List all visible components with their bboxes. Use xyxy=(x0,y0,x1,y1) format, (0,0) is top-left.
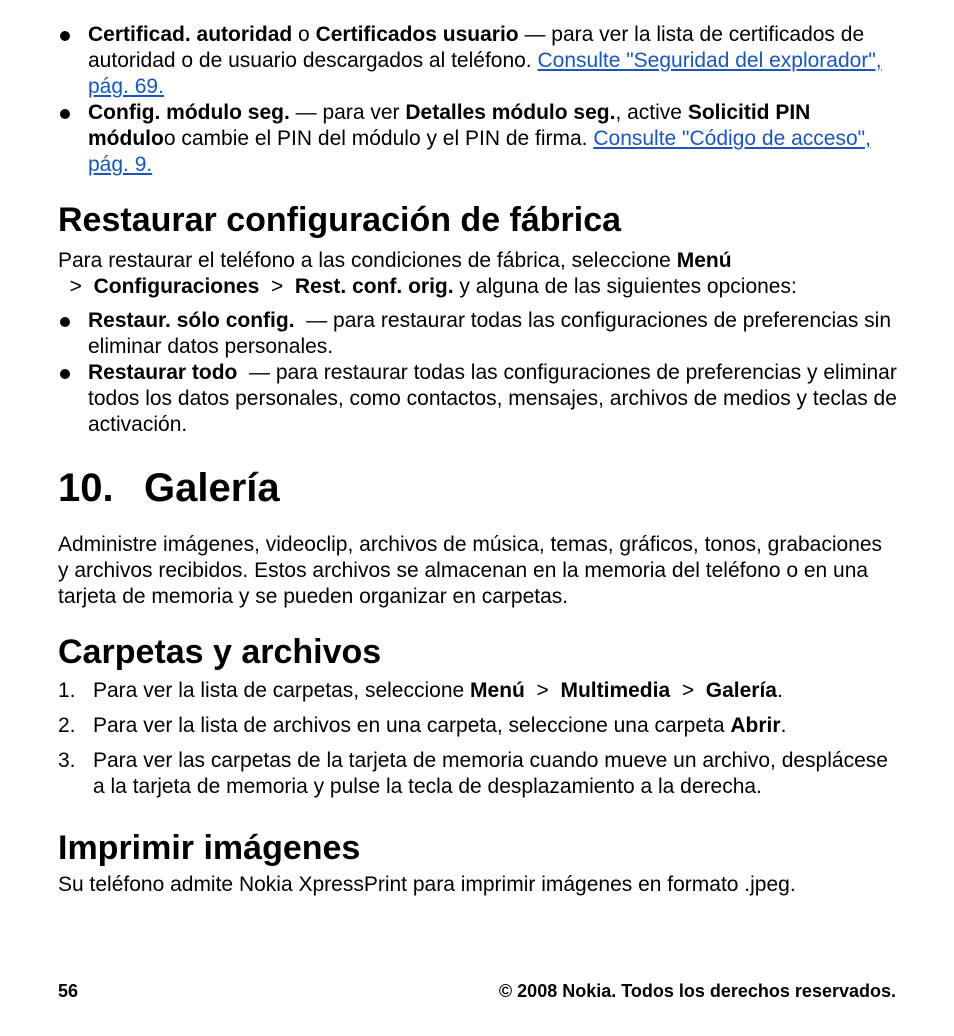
copyright-notice: © 2008 Nokia. Todos los derechos reservados. xyxy=(498,981,896,1001)
chapter-title xyxy=(58,464,898,512)
bullet-icon xyxy=(60,31,70,41)
list-item xyxy=(58,308,898,360)
menu-path-item: Menú xyxy=(676,249,732,272)
menu-path-item: Configuraciones xyxy=(93,275,260,298)
option-name: Config. módulo seg. xyxy=(88,101,290,124)
step-number: 3. xyxy=(58,749,76,772)
item-text: . xyxy=(776,679,783,702)
item-text: o xyxy=(292,23,316,46)
item-text: . xyxy=(780,714,787,737)
menu-path-item: Galería xyxy=(705,679,777,702)
list-item xyxy=(58,100,898,178)
list-item xyxy=(58,22,898,100)
item-text: Para ver la lista de archivos en una carpeta, seleccione una carpeta xyxy=(93,714,731,737)
option-name: Certificados usuario xyxy=(315,23,519,46)
step-number: 2. xyxy=(58,714,76,737)
menu-path-item: Multimedia xyxy=(560,679,671,702)
folders-steps-list xyxy=(58,678,898,800)
section-heading-folders: Carpetas y archivos xyxy=(58,633,382,671)
bullet-icon xyxy=(60,317,70,327)
menu-path-item: Menú xyxy=(470,679,525,702)
page-number: 56 xyxy=(58,981,79,1001)
list-item xyxy=(58,678,898,704)
option-name: Detalles módulo seg. xyxy=(405,101,616,124)
print-paragraph: Su teléfono admite Nokia XpressPrint para imprimir imágenes en formato .jpeg. xyxy=(58,873,796,896)
bullet-icon xyxy=(60,109,70,119)
chapter-intro: Administre imágenes, videoclip, archivos de música, temas, gráficos, tonos, grabaciones y archivos recibidos. Estos archivos se almacenan en la memoria del teléfono o en una tarjeta de memoria y se pueden organizar en carpetas. xyxy=(58,533,883,608)
path-separator: > xyxy=(524,679,561,702)
cross-reference-link[interactable]: Consulte "Seguridad del explorador", pág. 69. xyxy=(88,49,882,98)
section-heading-print: Imprimir imágenes xyxy=(58,829,361,867)
item-text: Para ver la lista de carpetas, seleccione xyxy=(93,679,471,702)
section-heading-restore: Restaurar configuración de fábrica xyxy=(58,201,622,239)
item-text: — para ver la lista de certificados de autoridad o de usuario descargados al teléfono. xyxy=(88,23,865,72)
page-content xyxy=(58,22,903,898)
restore-options-list xyxy=(58,308,903,438)
item-text: Para ver las carpetas de la tarjeta de memoria cuando mueve un archivo, desplácese a la tarjeta de memoria y pulse la tecla de desplazamiento a la derecha. xyxy=(93,749,888,798)
option-name: Solicitid PIN módulo xyxy=(88,101,811,150)
chapter-number: 10. xyxy=(58,466,114,510)
restore-paragraph xyxy=(58,248,898,300)
list-item xyxy=(58,748,898,800)
step-number: 1. xyxy=(58,679,76,702)
chapter-name: Galería xyxy=(144,466,280,510)
bullet-icon xyxy=(60,369,70,379)
option-name: Certificad. autoridad xyxy=(88,23,293,46)
cross-reference-link[interactable]: Consulte "Código de acceso", pág. 9. xyxy=(88,127,871,176)
list-item xyxy=(58,360,903,438)
menu-path-item: Abrir xyxy=(730,714,781,737)
path-separator: > xyxy=(58,275,94,298)
option-name: Restaur. sólo config. xyxy=(88,309,295,332)
path-separator: > xyxy=(670,679,706,702)
item-text: — para restaurar todas las configuraciones de preferencias y eliminar todos los datos personales, como contactos, mensajes, archivos de medios y teclas de activación. xyxy=(88,361,903,436)
intro-bullet-list xyxy=(58,22,898,178)
item-text: — para ver xyxy=(289,101,406,124)
item-text: , active xyxy=(615,101,688,124)
path-separator: > xyxy=(259,275,295,298)
item-text: o cambie el PIN del módulo y el PIN de firma. xyxy=(163,127,594,150)
paragraph-text: Para restaurar el teléfono a las condiciones de fábrica, seleccione xyxy=(58,249,677,272)
item-text: — para restaurar todas las configuraciones de preferencias sin eliminar datos personales. xyxy=(88,309,897,358)
option-name: Restaurar todo xyxy=(88,361,238,384)
paragraph-text: y alguna de las siguientes opciones: xyxy=(453,275,797,298)
list-item xyxy=(58,713,898,739)
menu-path-item: Rest. conf. orig. xyxy=(294,275,454,298)
